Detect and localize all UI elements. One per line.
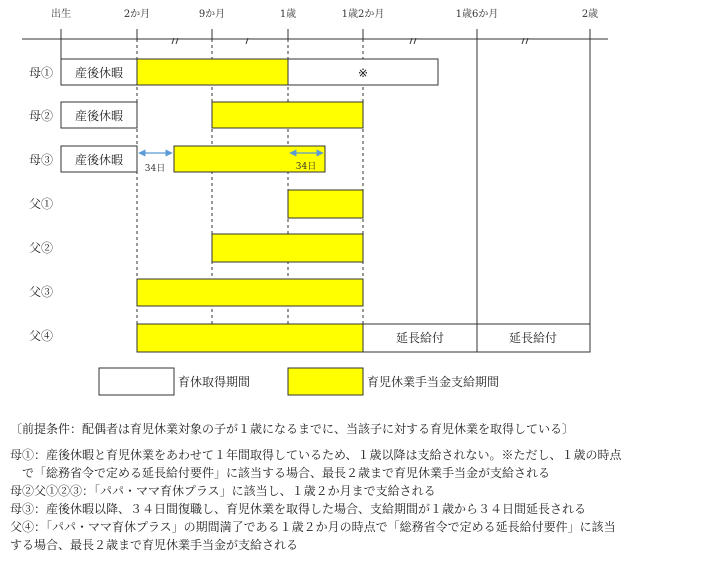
legend-leave-label: 育休取得期間	[178, 375, 251, 389]
m3-gap-label: 34日	[144, 164, 166, 174]
note-mother-3: 母③：産後休暇以降、３４日間復職し、育児休業を取得した場合、支給期間が１歳から３４日間延長される	[10, 502, 587, 516]
row-label-mother-1: 母①	[29, 66, 54, 80]
precondition-note: 〔前提条件：配偶者は育児休業対象の子が１歳になるまでに、当該子に対する育児休業を取得している〕	[10, 422, 575, 436]
f4-extension-label-1: 延長給付	[395, 331, 445, 345]
row-label-father-1: 父①	[29, 197, 54, 211]
f1-benefit-bar	[288, 190, 363, 218]
f3-benefit-bar	[137, 279, 363, 306]
tick-2-months: 2か月	[123, 9, 151, 20]
m3-extension-label: 34日	[295, 162, 317, 172]
m1-postnatal-leave-label: 産後休暇	[74, 66, 124, 80]
row-label-mother-3: 母③	[29, 153, 54, 167]
axis-ticks	[61, 29, 590, 39]
m2-postnatal-leave-label: 産後休暇	[74, 109, 124, 123]
row-label-father-3: 父③	[29, 285, 54, 299]
row-label-mother-2: 母②	[29, 109, 54, 123]
m1-note-mark: ※	[357, 66, 369, 80]
f4-benefit-bar	[137, 324, 363, 352]
note-mother-1-cont: で「総務省令で定める延長給付要件」に該当する場合、最長２歳まで育児休業手当金が支給される	[22, 466, 551, 480]
f2-benefit-bar	[212, 234, 363, 262]
note-mother-1: 母①：産後休暇と育児休業をあわせて１年間取得しているため、１歳以降は支給されない。※ただし、１歳の時点	[10, 448, 622, 462]
note-father-4: 父④：「パパ・ママ育休プラス」の期間満了である１歳２か月の時点で「総務省令で定める延長給付要件」に該当	[10, 520, 616, 534]
tick-9-months: 9か月	[198, 9, 226, 20]
row-label-father-2: 父②	[29, 241, 54, 255]
tick-2-years: 2歳	[581, 9, 599, 20]
tick-birth: 出生	[51, 9, 71, 20]
legend-benefit-label: 育児休業手当金支給期間	[367, 375, 500, 389]
m3-postnatal-leave-label: 産後休暇	[74, 153, 124, 167]
m1-benefit-bar	[137, 59, 288, 85]
tick-1-year-6-months: 1歳6か月	[455, 9, 499, 20]
tick-1-year: 1歳	[279, 9, 297, 20]
legend-leave-swatch	[99, 368, 174, 395]
tick-1-year-2-months: 1歳2か月	[341, 9, 385, 20]
f4-extension-label-2: 延長給付	[508, 331, 558, 345]
note-mother-2-fathers: 母②父①②③：「パパ・ママ育休プラス」に該当し、１歳２か月まで支給される	[10, 484, 436, 498]
note-father-4-cont: する場合、最長２歳まで育児休業手当金が支給される	[10, 538, 299, 552]
m2-benefit-bar	[212, 102, 363, 128]
row-label-father-4: 父④	[29, 329, 54, 343]
legend-benefit-swatch	[288, 368, 363, 395]
notes	[10, 420, 710, 554]
